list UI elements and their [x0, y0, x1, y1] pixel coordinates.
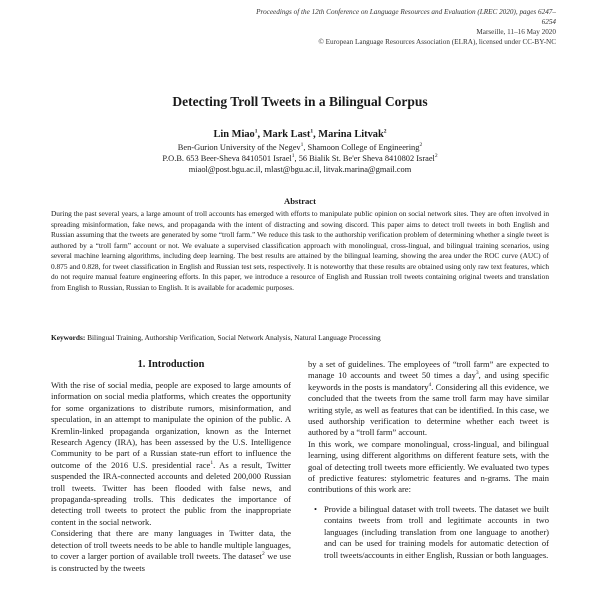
proceedings-line: Proceedings of the 12th Conference on Language Resources and Evaluation (LREC 2020), pages 6247–6254: [256, 8, 556, 26]
affiliation-2-sup: 2: [419, 142, 423, 149]
address-1-sup: 1: [291, 153, 295, 160]
section-heading-introduction: 1. Introduction: [137, 359, 205, 370]
right-paragraph-1: [308, 359, 549, 439]
footnote-marker-2: 2: [261, 551, 265, 558]
right-column: [308, 359, 549, 561]
intro-paragraph-2: [51, 528, 291, 574]
venue-line: Marseille, 11–16 May 2020: [476, 28, 556, 36]
intro-paragraph-1: [51, 380, 291, 528]
list-item: • Provide a bilingual dataset with troll tweets. The dataset we built contains tweets from troll and legitimate accounts in two languages (including translation from one language to another) and can be used for training models for automatic detection of troll tweets/accounts in either English, Russian or both languages.: [324, 504, 549, 561]
keywords-label: Keywords:: [51, 333, 86, 342]
addresses: [0, 153, 600, 164]
right-p1-part-c: . Considering all this evidence, we concluded that the tweets from the same troll farm may have similar writing style, as well as features that can be identified. In this case, we used authorship verification to determine whether each tweet is authored by a “troll farm” account.: [308, 381, 549, 438]
proceedings-header: [256, 7, 556, 47]
address-2-sup: 2: [434, 153, 438, 160]
author-2: Mark Last: [262, 129, 311, 140]
affiliations: [0, 142, 600, 153]
affiliation-2: , Shamoon College of Engineering: [303, 143, 420, 152]
intro-p2-part-b: we use is constructed by the tweets: [51, 551, 291, 573]
footnote-marker-4: 4: [428, 381, 432, 388]
address-1: P.O.B. 653 Beer-Sheva 8410501 Israel: [162, 154, 292, 163]
footnote-marker-3: 3: [475, 370, 479, 377]
left-column: [51, 355, 291, 574]
author-3: Marina Litvak: [318, 129, 384, 140]
author-3-sup: 2: [383, 128, 387, 135]
keywords: [51, 333, 549, 343]
affiliation-1-sup: 1: [300, 142, 304, 149]
license-line: © European Language Resources Association (ELRA), licensed under CC-BY-NC: [318, 38, 556, 46]
author-1-sup: 1: [254, 128, 258, 135]
right-p1-part-b: , and using specific keywords in the posts is mandatory: [308, 370, 549, 392]
intro-p2-part-a: Considering that there are many languages in Twitter data, the detection of troll tweets needs to be able to handle multiple languages, to cover a larger portion of available troll tweets. The dataset: [51, 528, 291, 562]
author-1: Lin Miao: [213, 129, 255, 140]
authors-block: [0, 128, 600, 175]
abstract-heading: Abstract: [284, 196, 316, 206]
keywords-list: Bilingual Training, Authorship Verification, Social Network Analysis, Natural Language Processing: [85, 333, 381, 342]
author-2-sup: 1: [310, 128, 314, 135]
contributions-list: [308, 504, 549, 561]
intro-p1-part-b: . As a result, Twitter suspended the IRA-connected accounts and deleted 200,000 Russian troll tweets. Twitter has been flooded with false news, and propaganda-spreading trolls. This dedicates the importance of detecting troll tweets to protect the public from the inappropriate content in the social network.: [51, 459, 292, 527]
address-2: , 56 Bialik St. Be'er Sheva 8410802 Israel: [294, 154, 435, 163]
affiliation-1: Ben-Gurion University of the Negev: [177, 143, 301, 152]
footnote-marker-1: 1: [210, 460, 214, 467]
right-p1-part-a: by a set of guidelines. The employees of “troll farm” are expected to manage 10 accounts and tweet 50 times a day: [308, 359, 549, 381]
author-names: Lin Miao$^1$, Mark Last$^1$, Marina Litvak$^2$: [213, 128, 387, 140]
intro-p1-part-a: With the rise of social media, people are exposed to large amounts of information on social media platforms, which creates the opportunity for some organizations to distribute rumors, misinformation, and speculation, in an attempt to manipulate the opinion of the public. A Kremlin-linked propaganda organization, known as the Internet Research Agency (IRA), has been assessed by the U.S. Intelligence Community to be part of a Russian state-run effort to influence the outcome of the 2016 U.S. presidential race: [51, 380, 291, 470]
paper-title: Detecting Troll Tweets in a Bilingual Corpus: [172, 94, 428, 109]
author-emails: miaol@post.bgu.ac.il, mlast@bgu.ac.il, litvak.marina@gmail.com: [188, 165, 412, 174]
right-paragraph-2: In this work, we compare monolingual, cross-lingual, and bilingual learning, using different algorithms on different feature sets, with the goal of detecting troll tweets more efficiently. We evaluated two types of predictive features: stylometric features and n-grams. The main contributions of this work are:: [308, 438, 549, 495]
abstract-text: During the past several years, a large amount of troll accounts has emerged with efforts to manipulate public opinion on social network sites. They are often involved in spreading misinformation, fake news, and propaganda with the intent of distracting and sowing discord. This paper aims to detect troll tweets in both English and Russian assuming that the tweets are generated by some “troll farm.” We reduce this task to the authorship verification problem of determining whether a single tweet is authored by a “troll farm” account or not. We evaluate a supervised classification approach with monolingual, cross-lingual, and bilingual training scenarios, using several machine learning algorithms, including deep learning. The best results are attained by the bilingual learning, showing the area under the ROC curve (AUC) of 0.875 and 0.828, for tweet classification in English and Russian test sets, respectively. It is noteworthy that these results are obtained using only raw text features, which do not require manual feature engineering efforts. In this paper, we introduce a resource of English and Russian troll tweets containing original tweets and translation from English to Russian, Russian to English. It is available for academic purposes.: [51, 209, 549, 292]
